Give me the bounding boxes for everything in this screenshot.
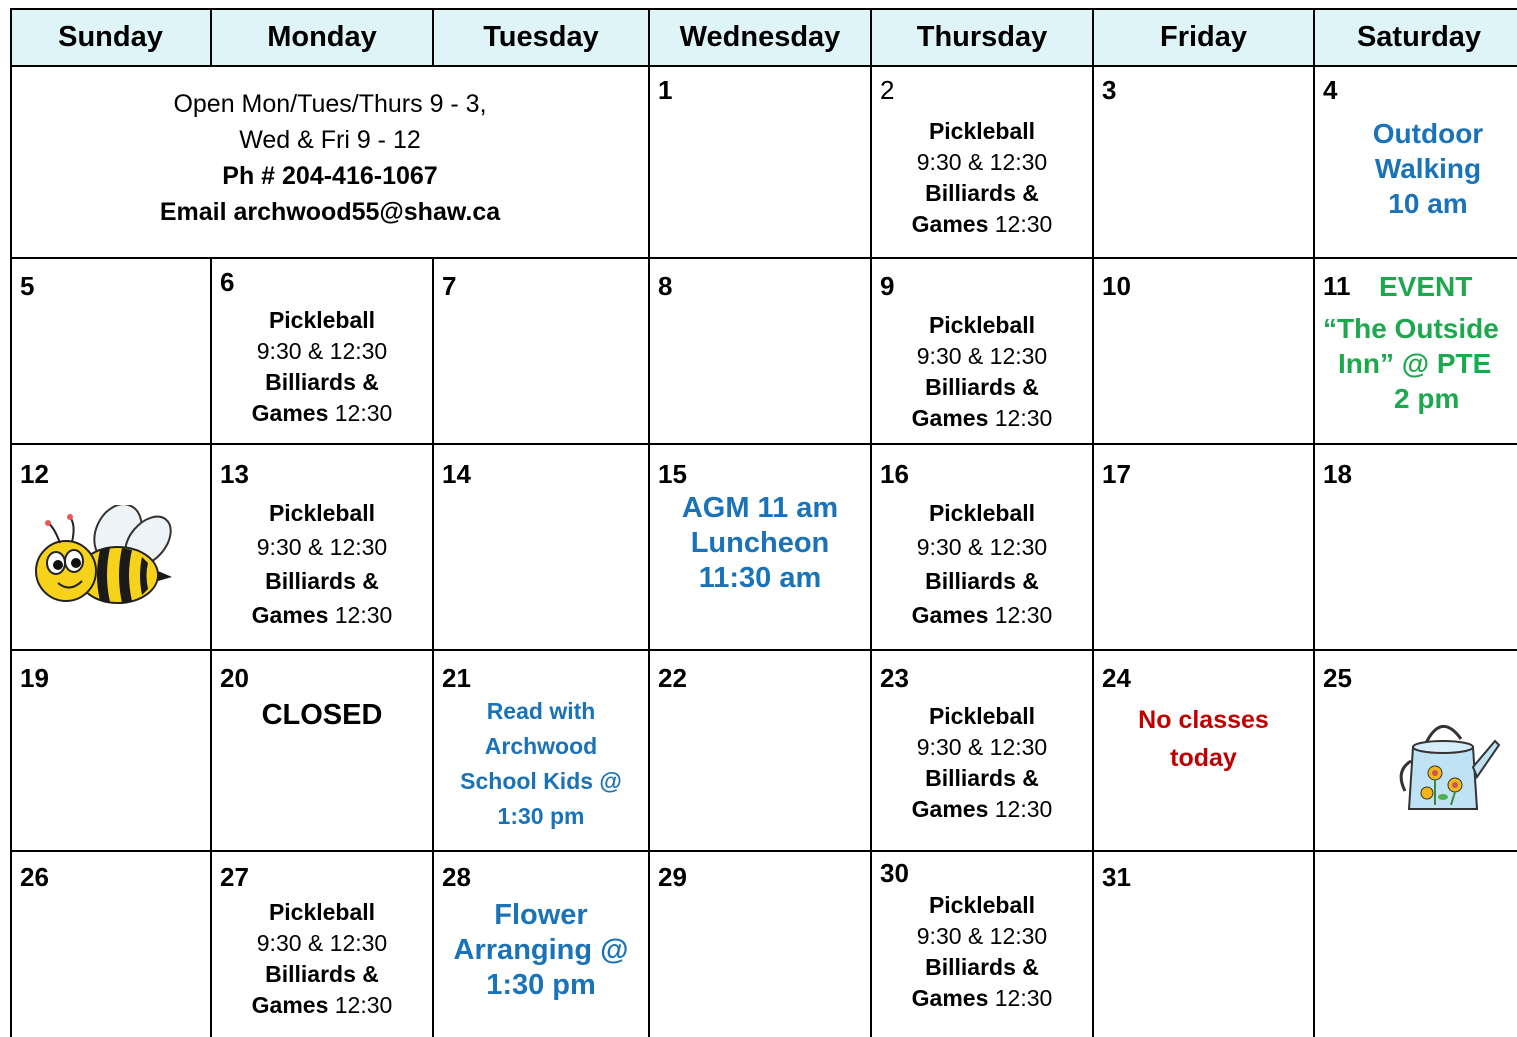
games-label: Games	[251, 400, 329, 426]
games-label: Games	[911, 405, 989, 431]
day-cell	[872, 852, 1092, 1037]
date-number: 2	[880, 75, 895, 105]
header-thursday: Thursday	[871, 8, 1093, 66]
event-line: Walking	[1374, 153, 1482, 184]
outdoor-walking-event	[1327, 116, 1517, 221]
billiards-label: Billiards &	[265, 369, 379, 395]
date-number: 3	[1102, 75, 1117, 105]
grid-line	[210, 8, 212, 66]
day-cell	[872, 445, 1092, 649]
pickleball-label: Pickleball	[268, 899, 376, 925]
date-number: 22	[658, 663, 687, 693]
pickleball-schedule	[212, 897, 432, 1021]
day-cell	[650, 651, 870, 850]
day-cell	[872, 67, 1092, 257]
hours-line-2: Wed & Fri 9 - 12	[239, 126, 421, 154]
date-number: 13	[220, 459, 249, 489]
header-sunday: Sunday	[10, 8, 211, 66]
games-time: 12:30	[328, 992, 393, 1018]
games-label: Games	[911, 985, 989, 1011]
pickleball-label: Pickleball	[268, 307, 376, 333]
date-number: 24	[1102, 663, 1131, 693]
games-time: 12:30	[988, 985, 1053, 1011]
pickleball-schedule	[872, 890, 1092, 1014]
date-number: 20	[220, 663, 249, 693]
billiards-label: Billiards &	[925, 954, 1039, 980]
games-time: 12:30	[988, 405, 1053, 431]
day-cell	[1094, 259, 1313, 443]
billiards-label: Billiards &	[925, 180, 1039, 206]
header-monday: Monday	[211, 8, 433, 66]
event-line: School Kids @	[460, 768, 622, 794]
bee-icon	[30, 505, 180, 615]
date-number: 4	[1323, 75, 1338, 105]
day-cell	[212, 651, 432, 850]
date-number: 10	[1102, 271, 1131, 301]
games-time: 12:30	[988, 796, 1053, 822]
header-tuesday: Tuesday	[433, 8, 649, 66]
games-label: Games	[911, 796, 989, 822]
event-label: EVENT	[1379, 271, 1473, 302]
grid-line	[432, 8, 434, 66]
event-line: Read with	[486, 698, 596, 724]
pickleball-time: 9:30 & 12:30	[916, 923, 1048, 949]
header-wednesday: Wednesday	[649, 8, 871, 66]
date-number: 15	[658, 459, 687, 489]
date-number: 27	[220, 862, 249, 892]
games-label: Games	[911, 602, 989, 628]
pickleball-time: 9:30 & 12:30	[916, 734, 1048, 760]
agm-luncheon-event	[650, 491, 870, 596]
day-cell	[1094, 852, 1313, 1037]
read-with-kids-event	[434, 694, 648, 834]
pickleball-label: Pickleball	[928, 312, 1036, 338]
day-cell	[872, 651, 1092, 850]
closed-label: CLOSED	[261, 699, 383, 731]
event-line: 11:30 am	[698, 562, 822, 594]
day-cell	[650, 259, 870, 443]
date-number: 28	[442, 862, 471, 892]
games-label: Games	[911, 211, 989, 237]
pickleball-label: Pickleball	[928, 703, 1036, 729]
pickleball-label: Pickleball	[928, 892, 1036, 918]
event-line: Arranging @	[453, 934, 629, 966]
games-time: 12:30	[988, 602, 1053, 628]
day-cell	[434, 852, 648, 1037]
pickleball-label: Pickleball	[928, 500, 1036, 526]
event-line: AGM 11 am	[681, 492, 839, 524]
pickleball-label: Pickleball	[928, 118, 1036, 144]
flower-arranging-event	[434, 898, 648, 1003]
day-cell	[1315, 651, 1517, 850]
pickleball-time: 9:30 & 12:30	[916, 534, 1048, 560]
pickleball-schedule	[872, 310, 1092, 434]
day-cell	[650, 67, 870, 257]
date-number: 23	[880, 663, 909, 693]
date-number: 26	[20, 862, 49, 892]
day-cell	[12, 445, 210, 649]
day-cell	[12, 651, 210, 850]
date-number: 31	[1102, 862, 1131, 892]
day-cell	[1094, 445, 1313, 649]
games-label: Games	[251, 602, 329, 628]
date-number: 25	[1323, 663, 1352, 693]
pickleball-time: 9:30 & 12:30	[256, 338, 388, 364]
event-line: No classes	[1138, 706, 1269, 734]
header-friday: Friday	[1093, 8, 1314, 66]
billiards-label: Billiards &	[925, 568, 1039, 594]
grid-line	[10, 8, 1517, 10]
billiards-label: Billiards &	[925, 374, 1039, 400]
day-cell-empty	[1315, 852, 1517, 1037]
pickleball-time: 9:30 & 12:30	[256, 930, 388, 956]
date-number: 6	[220, 267, 235, 297]
day-cell	[12, 259, 210, 443]
day-cell	[212, 445, 432, 649]
date-number: 18	[1323, 459, 1352, 489]
event-line: 1:30 pm	[497, 803, 585, 829]
date-number: 17	[1102, 459, 1131, 489]
hours-line-1: Open Mon/Tues/Thurs 9 - 3,	[173, 90, 487, 118]
date-number: 5	[20, 271, 35, 301]
pickleball-time: 9:30 & 12:30	[916, 149, 1048, 175]
day-cell	[212, 852, 432, 1037]
date-number: 9	[880, 271, 895, 301]
games-time: 12:30	[988, 211, 1053, 237]
day-cell	[1094, 67, 1313, 257]
info-cell	[12, 67, 648, 257]
day-cell	[434, 445, 648, 649]
header-saturday: Saturday	[1314, 8, 1517, 66]
day-cell	[650, 445, 870, 649]
day-cell	[1094, 651, 1313, 850]
day-cell	[872, 259, 1092, 443]
date-number: 29	[658, 862, 687, 892]
event-line: Flower	[494, 899, 588, 931]
date-number: 11	[1323, 271, 1351, 301]
date-number: 14	[442, 459, 471, 489]
outside-inn-event	[1315, 311, 1517, 416]
no-classes-notice	[1094, 701, 1313, 777]
day-cell	[1315, 445, 1517, 649]
event-line: Outdoor	[1372, 118, 1484, 149]
pickleball-schedule	[872, 701, 1092, 825]
day-cell	[212, 259, 432, 443]
event-line: Archwood	[484, 733, 598, 759]
email-address: Email archwood55@shaw.ca	[159, 198, 501, 226]
day-cell	[434, 259, 648, 443]
day-cell	[12, 852, 210, 1037]
date-number: 21	[442, 663, 471, 693]
date-number: 8	[658, 271, 673, 301]
date-number: 30	[880, 858, 909, 888]
pickleball-schedule	[872, 496, 1092, 632]
event-line: “The Outside	[1323, 313, 1499, 344]
pickleball-schedule	[872, 116, 1092, 240]
pickleball-schedule	[212, 496, 432, 632]
date-number: 16	[880, 459, 909, 489]
pickleball-label: Pickleball	[268, 500, 376, 526]
games-time: 12:30	[328, 602, 393, 628]
event-line: 1:30 pm	[486, 969, 596, 1001]
date-number: 12	[20, 459, 49, 489]
date-number: 7	[442, 271, 457, 301]
games-time: 12:30	[328, 400, 393, 426]
pickleball-time: 9:30 & 12:30	[916, 343, 1048, 369]
pickleball-schedule	[212, 305, 432, 429]
watering-can-icon	[1391, 711, 1501, 821]
billiards-label: Billiards &	[265, 961, 379, 987]
pickleball-time: 9:30 & 12:30	[256, 534, 388, 560]
games-label: Games	[251, 992, 329, 1018]
billiards-label: Billiards &	[925, 765, 1039, 791]
billiards-label: Billiards &	[265, 568, 379, 594]
event-line: 10 am	[1388, 188, 1468, 219]
day-cell	[1315, 67, 1517, 257]
date-number: 19	[20, 663, 49, 693]
event-line: 2 pm	[1394, 383, 1460, 414]
event-line: today	[1170, 744, 1237, 772]
day-cell	[1315, 259, 1517, 443]
event-line: Inn” @ PTE	[1338, 348, 1492, 379]
day-cell	[650, 852, 870, 1037]
date-number: 1	[658, 75, 673, 105]
phone-number: Ph # 204-416-1067	[222, 162, 438, 190]
day-cell	[434, 651, 648, 850]
event-line: Luncheon	[690, 527, 830, 559]
